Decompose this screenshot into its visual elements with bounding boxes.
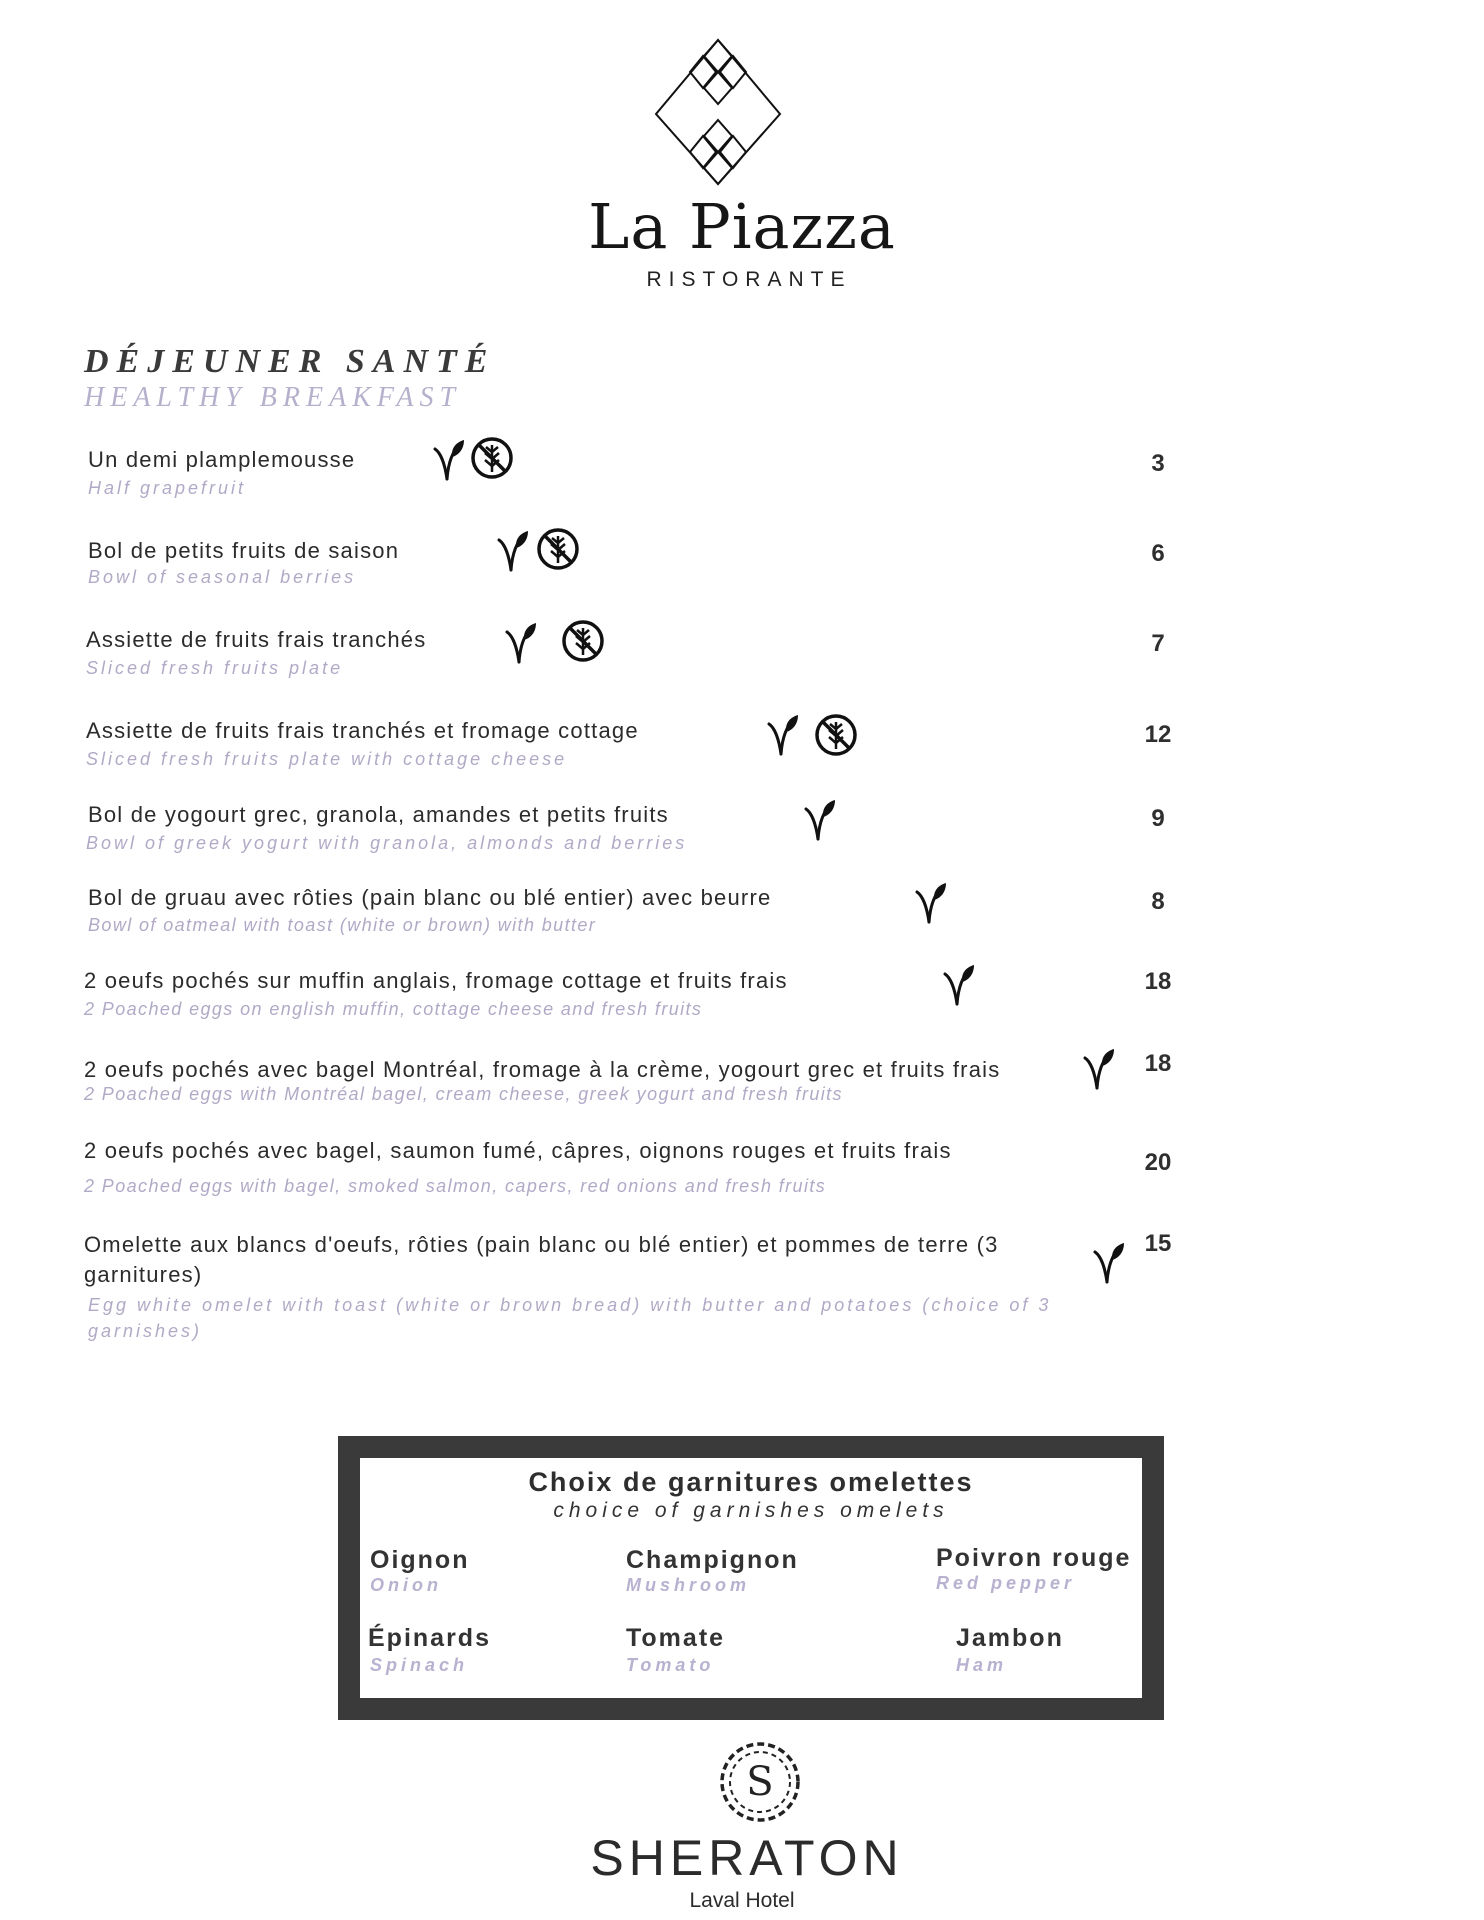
hotel-location: Laval Hotel — [689, 1889, 795, 1912]
item-price: 15 — [1144, 1230, 1172, 1257]
vegetarian-leaf-icon — [766, 712, 800, 758]
restaurant-subtitle: RISTORANTE — [646, 268, 852, 291]
item-name-en: Bowl of oatmeal with toast (white or brown) with butter — [88, 915, 597, 935]
garnish-option-fr: Épinards — [368, 1624, 491, 1652]
item-price: 7 — [1151, 630, 1165, 657]
item-name-fr: Assiette de fruits frais tranchés — [86, 627, 427, 652]
gluten-free-wheat-icon — [814, 713, 858, 757]
item-name-fr: 2 oeufs pochés avec bagel Montréal, fromage à la crème, yogourt grec et fruits frais — [84, 1057, 1001, 1082]
diamond-lattice-logo-icon — [654, 38, 782, 186]
vegetarian-leaf-icon — [432, 437, 466, 483]
item-name-fr: Bol de yogourt grec, granola, amandes et petits fruits — [88, 802, 669, 827]
item-price: 18 — [1144, 968, 1172, 995]
garnish-option-fr: Poivron rouge — [936, 1544, 1132, 1572]
gluten-free-wheat-icon — [470, 436, 514, 480]
item-name-en: Half grapefruit — [88, 478, 247, 498]
item-name-fr: Bol de gruau avec rôties (pain blanc ou blé entier) avec beurre — [88, 885, 772, 910]
section-title-fr: DÉJEUNER SANTÉ — [84, 343, 496, 380]
vegetarian-leaf-icon — [914, 880, 948, 926]
item-price: 20 — [1144, 1149, 1172, 1176]
gluten-free-wheat-icon — [536, 527, 580, 571]
item-price: 3 — [1151, 450, 1165, 477]
garnish-option-en: Mushroom — [626, 1575, 750, 1595]
gluten-free-wheat-icon — [561, 619, 605, 663]
item-price: 8 — [1151, 888, 1165, 915]
garnish-subtitle: choice of garnishes omelets — [553, 1499, 949, 1522]
garnish-title: Choix de garnitures omelettes — [528, 1467, 974, 1497]
garnish-option-en: Red pepper — [936, 1573, 1076, 1593]
vegetarian-leaf-icon — [1092, 1240, 1126, 1286]
vegetarian-leaf-icon — [942, 962, 976, 1008]
garnish-box — [338, 1436, 1164, 1720]
sheraton-s-logo-icon — [716, 1738, 804, 1826]
item-name-en: 2 Poached eggs with bagel, smoked salmon, capers, red onions and fresh fruits — [84, 1176, 827, 1196]
section-title-en: HEALTHY BREAKFAST — [84, 382, 462, 413]
garnish-option-fr: Jambon — [956, 1624, 1064, 1652]
item-name-fr: Omelette aux blancs d'oeufs, rôties (pain blanc ou blé entier) et pommes de terre (3 garnitures) — [84, 1232, 999, 1287]
svg-text:S: S — [746, 1759, 774, 1805]
item-name-fr: Un demi plamplemousse — [88, 447, 356, 472]
vegetarian-leaf-icon — [803, 797, 837, 843]
item-name-fr: 2 oeufs pochés sur muffin anglais, fromage cottage et fruits frais — [84, 968, 788, 993]
item-price: 12 — [1144, 721, 1172, 748]
item-price: 9 — [1151, 805, 1165, 832]
garnish-option-fr: Tomate — [626, 1624, 726, 1652]
garnish-option-en: Spinach — [370, 1655, 469, 1675]
restaurant-name: La Piazza — [588, 190, 896, 263]
item-name-fr: Assiette de fruits frais tranchés et fromage cottage — [86, 718, 639, 743]
garnish-option-en: Ham — [956, 1655, 1008, 1675]
garnish-option-fr: Champignon — [626, 1546, 799, 1574]
item-name-fr: Bol de petits fruits de saison — [88, 538, 400, 563]
item-name-en: Bowl of greek yogurt with granola, almonds and berries — [86, 833, 688, 853]
item-name-en: Sliced fresh fruits plate with cottage cheese — [86, 749, 568, 769]
vegetarian-leaf-icon — [1082, 1046, 1116, 1092]
item-name-fr: 2 oeufs pochés avec bagel, saumon fumé, câpres, oignons rouges et fruits frais — [84, 1138, 952, 1163]
item-name-en: 2 Poached eggs with Montréal bagel, cream cheese, greek yogurt and fresh fruits — [84, 1084, 843, 1104]
item-name-en: Bowl of seasonal berries — [88, 567, 357, 587]
garnish-option-fr: Oignon — [370, 1546, 470, 1574]
garnish-option-en: Tomato — [626, 1655, 715, 1675]
item-price: 18 — [1144, 1050, 1172, 1077]
vegetarian-leaf-icon — [496, 528, 530, 574]
vegetarian-leaf-icon — [504, 620, 538, 666]
item-name-en: Sliced fresh fruits plate — [86, 658, 344, 678]
item-name-en: 2 Poached eggs on english muffin, cottage cheese and fresh fruits — [84, 999, 703, 1019]
item-price: 6 — [1151, 540, 1165, 567]
garnish-option-en: Onion — [370, 1575, 442, 1595]
hotel-name: SHERATON — [590, 1830, 904, 1886]
item-name-en: Egg white omelet with toast (white or brown bread) with butter and potatoes (choice of 3 garnishes) — [88, 1295, 1052, 1341]
